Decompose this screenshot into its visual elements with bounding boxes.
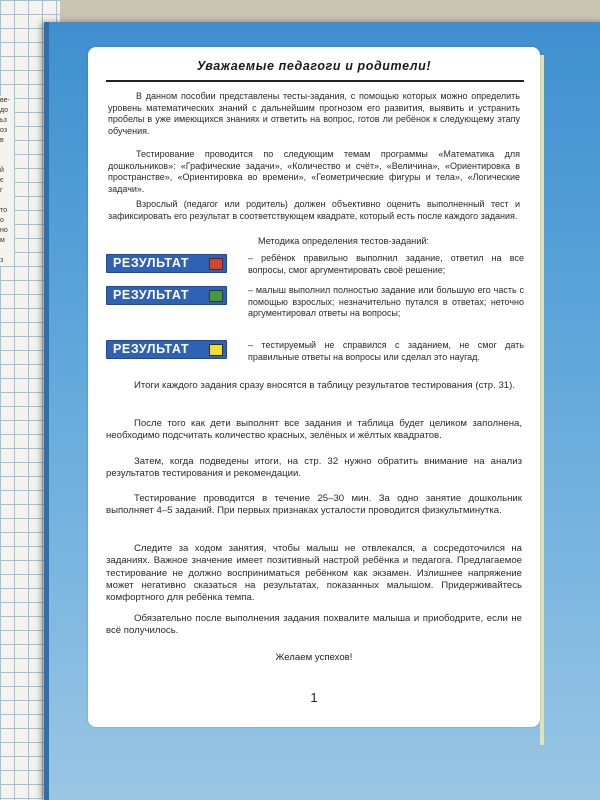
topics-paragraph: Тестирование проводится по следующим темам программы «Математика для дошкольников»: «Графические задачи», «Количество и счёт», «Величина», «Ориентировка в пространстве», «Ориентировка во времени», «Геометрические фигуры и тела», «Логические задачи».: [108, 149, 520, 194]
left-page-text-fragments: [0, 96, 14, 266]
page-edge: [540, 55, 544, 745]
adult-paragraph: Взрослый (педагог или родитель) должен объективно оценить выполненный тест и зафиксировать его результат в соответствующем квадрате, который есть после каждого задания.: [108, 199, 520, 221]
left-fragment: з: [0, 257, 4, 264]
result-badge-label: РЕЗУЛЬТАТ: [113, 288, 190, 302]
page-heading: Уважаемые педагоги и родители!: [196, 59, 432, 73]
intro-paragraph: В данном пособии представлены тесты-задания, с помощью которых можно определить уровень математических знаний с дальнейшим прогнозом его развития, выявить и устранить пробелы в уже имеющихся знаниях и ответить на вопрос, готов ли ребёнок к следующему этапу обучения.: [108, 91, 520, 136]
left-fragment: оз: [0, 127, 8, 134]
result-green-text: – малыш выполнил полностью задание или большую его часть с помощью взрослых; незначительно путался в ответах; неточно аргументировал ответы на вопросы;: [248, 285, 524, 318]
heading-underline: [106, 80, 524, 82]
left-fragment: й: [0, 167, 4, 174]
left-fragment: [0, 146, 14, 156]
result-badge-label: РЕЗУЛЬТАТ: [113, 342, 190, 356]
left-fragment: [0, 196, 14, 206]
result-badge-green: [106, 286, 227, 305]
yellow-square-icon: [209, 344, 223, 356]
left-fragment: ьз: [0, 117, 7, 124]
text-panel: [88, 47, 540, 727]
summary-paragraph: Итоги каждого задания сразу вносятся в таблицу результатов тестирования (стр. 31).: [134, 380, 515, 391]
method-title: Методика определения тестов-заданий:: [258, 236, 430, 246]
praise-paragraph: Обязательно после выполнения задания похвалите малыша и приободрите, если не всё получилось.: [106, 613, 522, 637]
left-fragment: [0, 156, 14, 166]
count-paragraph: После того как дети выполнят все задания и таблица будет целиком заполнена, необходимо подсчитать количество красных, зелёных и жёлтых квадратов.: [106, 418, 522, 442]
duration-paragraph: Тестирование проводится в течение 25–30 мин. За одно занятие дошкольник выполняет 4–5 заданий. При первых признаках усталости проводится физкультминутка.: [106, 493, 522, 517]
result-red-text: – ребёнок правильно выполнил задание, ответил на все вопросы, смог аргументировать своё решение;: [248, 253, 524, 275]
result-badge-label: РЕЗУЛЬТАТ: [113, 256, 190, 270]
left-fragment: о: [0, 217, 4, 224]
left-fragment: є: [0, 177, 4, 184]
page-number: 1: [310, 690, 318, 705]
analysis-paragraph: Затем, когда подведены итоги, на стр. 32 нужно обратить внимание на анализ результатов тестирования и рекомендации.: [106, 456, 522, 480]
left-fragment: в: [0, 137, 4, 144]
result-yellow-text: – тестируемый не справился с заданием, не смог дать правильные ответы на вопросы или сделал это наугад.: [248, 340, 524, 362]
advice-paragraph: Следите за ходом занятия, чтобы малыш не отвлекался, а сосредоточился на заданиях. Важное значение имеет позитивный настрой ребёнка и педагога. Предлагаемое тестирование не должно восприниматься ребёнком как экзамен. Излишнее напряжение может негативно сказаться на результатах, показанных малышом. Придерживайтесь комфортного для ребёнка темпа.: [106, 543, 522, 604]
left-fragment: до: [0, 107, 8, 114]
left-fragment: но: [0, 227, 8, 234]
left-fragment: г: [0, 187, 3, 194]
left-fragment: [0, 246, 14, 256]
left-fragment: ве-: [0, 97, 10, 104]
left-fragment: то: [0, 207, 8, 214]
result-badge-yellow: [106, 340, 227, 359]
green-square-icon: [209, 290, 223, 302]
result-badge-red: [106, 254, 227, 273]
closing-wish: Желаем успехов!: [275, 652, 353, 663]
red-square-icon: [209, 258, 223, 270]
left-fragment: м: [0, 237, 5, 244]
